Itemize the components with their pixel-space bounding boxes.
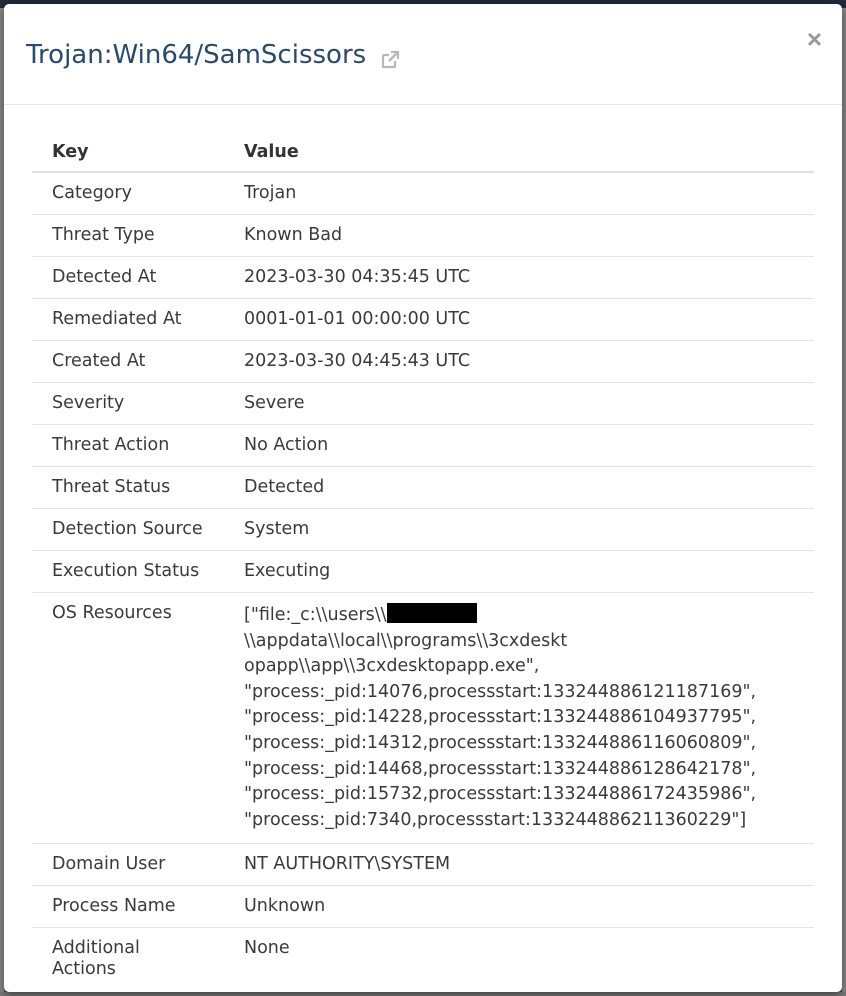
os-resource-process: "process:_pid:14228,processstart:133244886104937795",: [244, 707, 757, 728]
row-key: Process Name: [32, 886, 224, 928]
row-key: Severity: [32, 383, 224, 425]
row-value: Known Bad: [224, 215, 814, 257]
table-row: [32, 257, 814, 299]
row-key: Detection Source: [32, 509, 224, 551]
table-row: [32, 383, 814, 425]
os-resource-text: ["file:_c:\\users\\: [244, 605, 387, 625]
table-row: [32, 844, 814, 886]
row-key: OS Resources: [32, 593, 224, 844]
background-page-right: [842, 8, 846, 996]
row-key: Domain User: [32, 844, 224, 886]
os-resource-text: opapp\\app\\3cxdesktopapp.exe",: [244, 656, 540, 677]
row-value: No Action: [224, 425, 814, 467]
row-value: Detected: [224, 467, 814, 509]
os-resource-process: "process:_pid:15732,processstart:133244886172435986",: [244, 784, 757, 805]
header-key: Key: [32, 137, 224, 172]
table-row: [32, 425, 814, 467]
os-resource-text: \\appdata\\local\\programs\\3cxdeskt: [244, 630, 568, 651]
table-row: [32, 341, 814, 383]
os-resource-process: "process:_pid:14468,processstart:133244886128642178",: [244, 758, 757, 779]
os-resource-file-line: [244, 603, 794, 654]
modal-title: [26, 37, 400, 73]
row-key: Additional Actions: [52, 938, 140, 980]
table-header-row: [32, 137, 814, 172]
modal-body: [4, 105, 842, 990]
row-value: NT AUTHORITY\SYSTEM: [224, 844, 814, 886]
os-resource-process: "process:_pid:14312,processstart:133244886116060809",: [244, 732, 757, 753]
row-value: System: [224, 509, 814, 551]
row-value: 0001-01-01 00:00:00 UTC: [224, 299, 814, 341]
external-link-icon[interactable]: [380, 44, 400, 64]
table-row: [32, 215, 814, 257]
row-value: 2023-03-30 04:45:43 UTC: [224, 341, 814, 383]
os-resources-value: [224, 593, 814, 844]
table-row: [32, 928, 814, 991]
row-value: Severe: [224, 383, 814, 425]
row-key: Threat Status: [32, 467, 224, 509]
close-button[interactable]: ×: [806, 24, 822, 54]
row-value: Trojan: [224, 172, 814, 215]
row-key: Created At: [32, 341, 224, 383]
table-row: [32, 172, 814, 215]
os-resource-process: "process:_pid:7340,processstart:133244886211360229"]: [244, 809, 747, 830]
background-page-bottom: [0, 992, 846, 996]
row-value: Unknown: [224, 886, 814, 928]
table-row: [32, 551, 814, 593]
modal-header: [4, 4, 842, 105]
header-value: Value: [224, 137, 814, 172]
table-row: [32, 467, 814, 509]
threat-name-link[interactable]: Trojan:Win64/SamScissors: [26, 40, 367, 70]
row-key: Remediated At: [32, 299, 224, 341]
table-row: [32, 886, 814, 928]
table-row: [32, 593, 814, 844]
row-key: Category: [32, 172, 224, 215]
row-key: Execution Status: [32, 551, 224, 593]
table-row: [32, 299, 814, 341]
table-row: [32, 509, 814, 551]
row-key: Detected At: [32, 257, 224, 299]
row-key: Threat Action: [32, 425, 224, 467]
row-value: Executing: [224, 551, 814, 593]
row-value: 2023-03-30 04:35:45 UTC: [224, 257, 814, 299]
os-resource-process: "process:_pid:14076,processstart:133244886121187169",: [244, 681, 757, 702]
threat-details-table: [32, 137, 814, 990]
redaction-box: [387, 603, 477, 623]
threat-details-modal: [4, 4, 842, 992]
row-key: Threat Type: [32, 215, 224, 257]
row-value: None: [244, 938, 290, 959]
